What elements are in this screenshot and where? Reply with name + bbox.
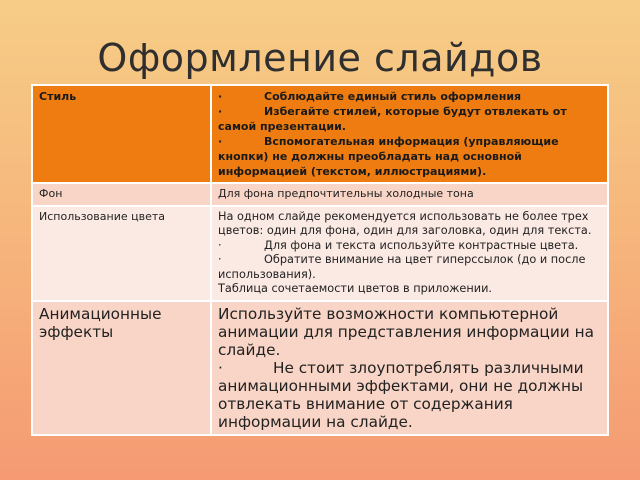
paragraph: На одном слайде рекомендуется использовать не более трех цветов: один для фона, один для заголовка, один для текста. — [218, 209, 592, 237]
bullet-icon: · — [218, 358, 223, 377]
list-item — [218, 359, 601, 431]
table-row-background — [32, 183, 608, 206]
list-item — [218, 253, 601, 282]
paragraph: Таблица сочетаемости цветов в приложении. — [218, 282, 493, 295]
table-row-color — [32, 206, 608, 301]
row-label-style: Стиль — [32, 85, 211, 183]
list-item-text: Обратите внимание на цвет гиперссылок (до и после использования). — [218, 253, 586, 281]
list-item — [218, 239, 601, 254]
list-item — [218, 89, 601, 104]
list-item-text: Избегайте стилей, которые будут отвлекать от самой презентации. — [218, 105, 567, 133]
bullet-icon: · — [218, 253, 222, 266]
table-row-style — [32, 85, 608, 183]
row-content-style — [211, 85, 608, 183]
bullet-icon: · — [218, 90, 223, 103]
row-content-animation — [211, 301, 608, 435]
list-item-text: Не стоит злоупотреблять различными анимационными эффектами, они не должны отвлекать внимание от содержания информации на слайде. — [218, 358, 584, 431]
row-label-background: Фон — [32, 183, 211, 206]
slide-title: Оформление слайдов — [97, 36, 543, 80]
table-row-animation — [32, 301, 608, 435]
list-item-text: Для фона и текста используйте контрастные цвета. — [264, 238, 579, 252]
row-content-background: Для фона предпочтительны холодные тона — [211, 183, 608, 206]
list-item — [218, 134, 601, 179]
row-content-color — [211, 206, 608, 301]
slide-table — [31, 84, 609, 436]
list-item-text: Вспомогательная информация (управляющие кнопки) не должны преобладать над основной информацией (текстом, иллюстрациями). — [218, 135, 559, 178]
list-item-text: Соблюдайте единый стиль оформления — [264, 90, 522, 103]
row-label-animation: Анимационные эффекты — [32, 301, 211, 435]
row-label-color: Использование цвета — [32, 206, 211, 301]
bullet-icon: · — [218, 135, 223, 148]
paragraph: Используйте возможности компьютерной анимации для представления информации на слайде. — [218, 304, 594, 359]
list-item — [218, 104, 601, 134]
bullet-icon: · — [218, 105, 223, 118]
bullet-icon: · — [218, 238, 222, 252]
